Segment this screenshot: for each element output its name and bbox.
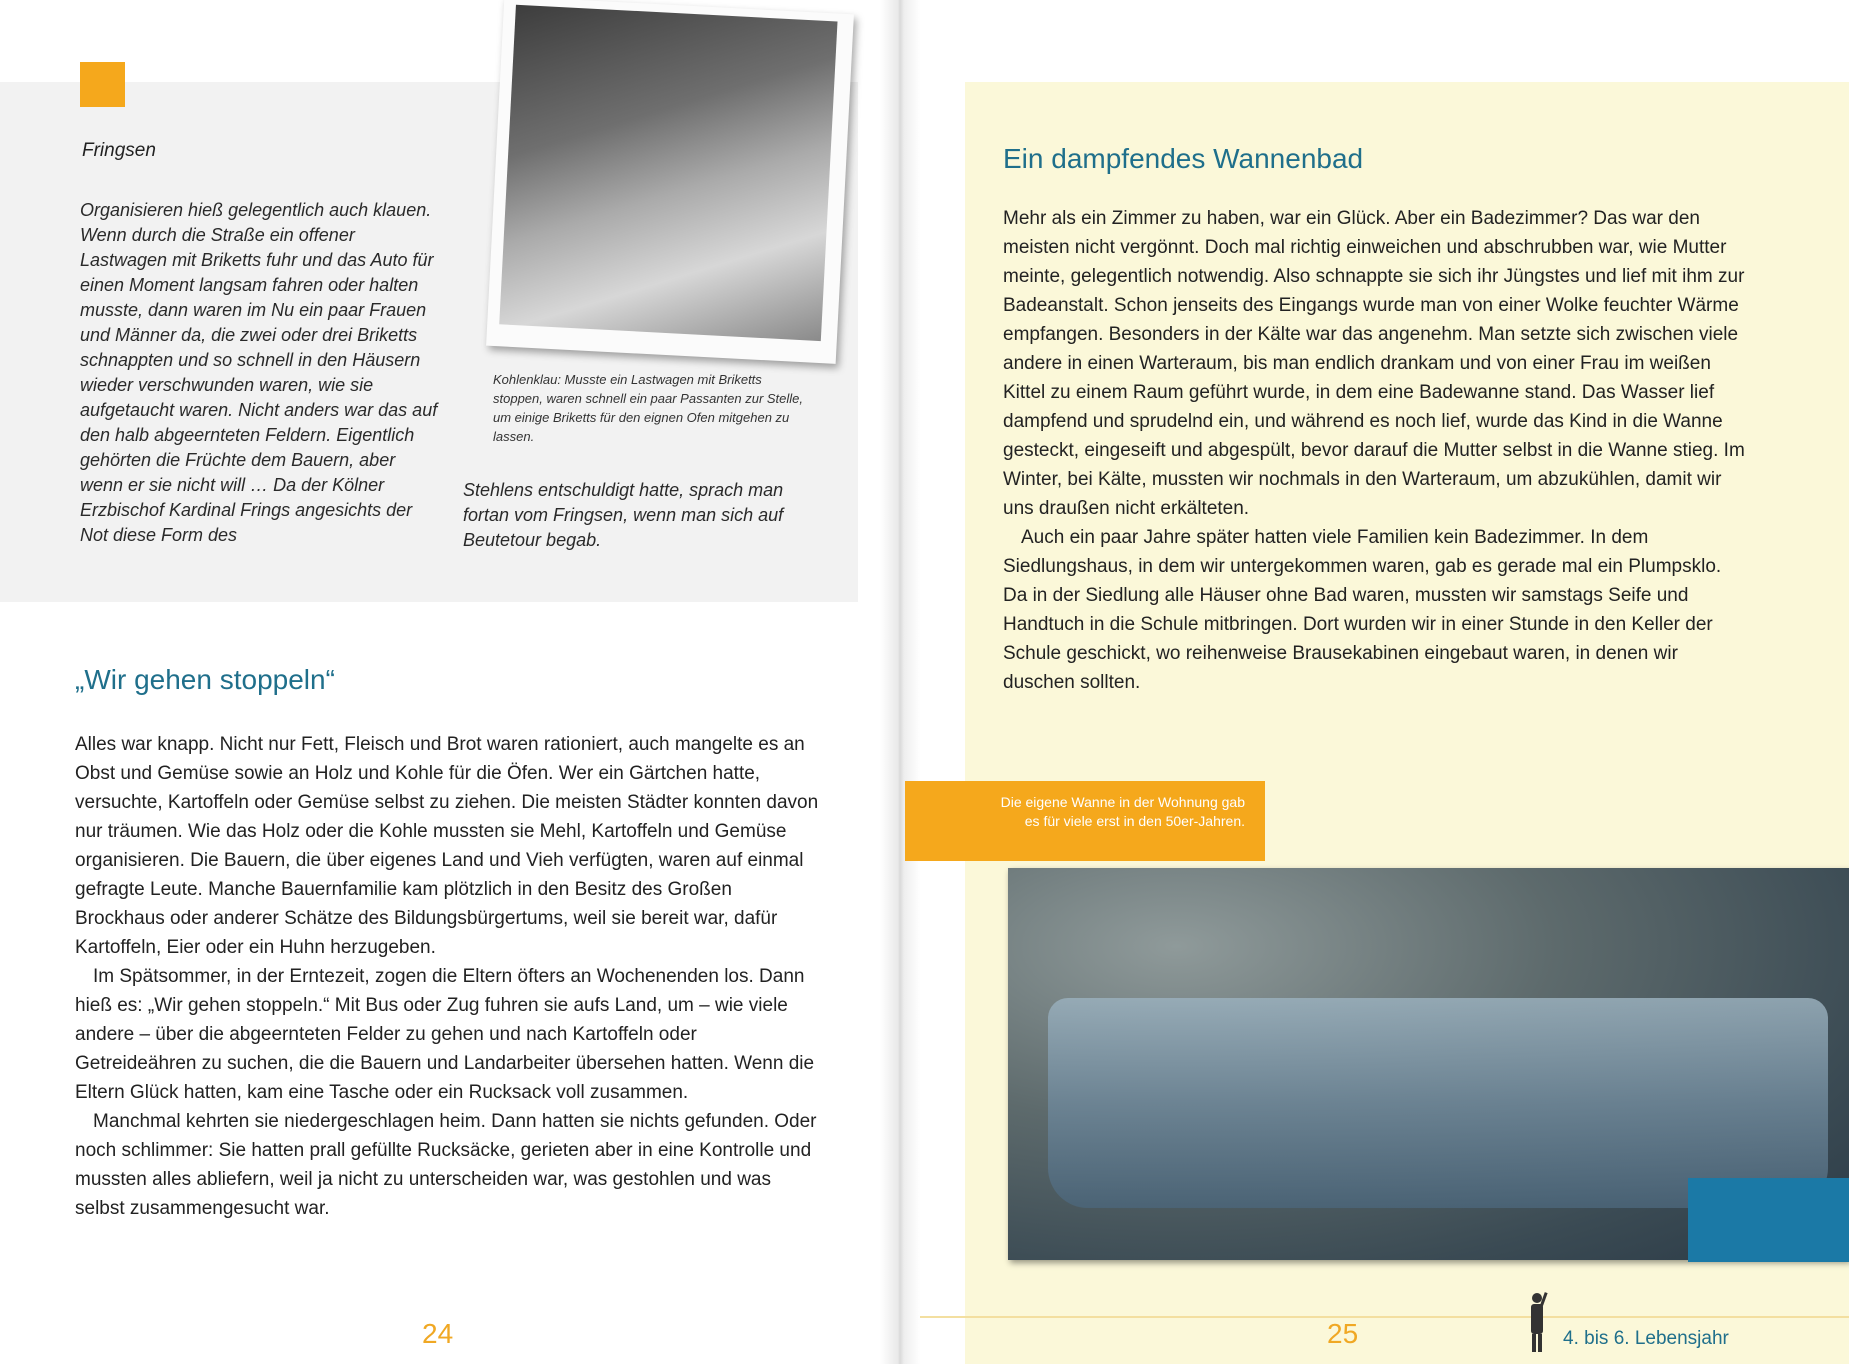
bath-caption-box [905, 781, 1265, 861]
page-number-left: 24 [422, 1318, 454, 1349]
orange-marker [80, 62, 125, 107]
right-paragraph: Auch ein paar Jahre später hatten viele Familien kein Badezimmer. In dem Siedlungshaus, in dem wir untergekommen waren, gab es gerade mal ein Plumpsklo. Da in der Siedlung alle Häuser ohne Bad waren, mussten wir samstags Seife und Handtuch in die Schule mitbringen. Dort wurden wir in einer Stunde in den Keller der Schule geschickt, wo reihenweise Brausekabinen eingebaut waren, in denen wir duschen sollten. [1003, 527, 1722, 693]
sidebar-text-column-1: Organisieren hieß gelegentlich auch klauen. Wenn durch die Straße ein offener Lastwagen mit Briketts fuhr und das Auto für einen Moment langsam fahren oder halten musste, dann waren im Nu ein paar Frauen und Männer da, die zwei oder drei Briketts schnappten und so schnell in den Häusern wieder verschwunden waren, wie sie aufgetaucht waren. Nicht anders war das auf den halb abgeernteten Feldern. Eigentlich gehörten die Früchte dem Bauern, aber wenn er sie nicht will … Da der Kölner Erzbischof Kardinal Frings angesichts der Not diese Form des [80, 200, 438, 545]
sidebar-text-column-2: Stehlens entschuldigt hatte, sprach man fortan vom Fringsen, wenn man sich auf Beutetour begab. [463, 480, 784, 550]
coal-photo-caption: Kohlenklau: Musste ein Lastwagen mit Briketts stoppen, waren schnell ein paar Passanten zur Stelle, um einige Briketts für den eignen Ofen mitgehen zu lassen. [493, 372, 804, 444]
left-page [0, 0, 900, 1364]
chapter-label: 4. bis 6. Lebensjahr [1563, 1328, 1729, 1349]
left-body-text [75, 730, 820, 1223]
coal-truck-photo [486, 0, 854, 364]
right-body-text [1003, 204, 1748, 697]
bathtub-shape [1048, 998, 1828, 1208]
blue-accent-block [1688, 1178, 1849, 1262]
left-section-heading: „Wir gehen stoppeln“ [75, 664, 335, 695]
bath-photo-caption: Die eigene Wanne in der Wohnung gab es für viele erst in den 50er-Jahren. [1000, 794, 1245, 829]
right-section-heading: Ein dampfendes Wannenbad [1003, 143, 1364, 174]
left-paragraph: Alles war knapp. Nicht nur Fett, Fleisch und Brot waren rationiert, auch mangelte es an Obst und Gemüse sowie an Holz und Kohle für die Öfen. Wer ein Gärtchen hatte, versuchte, Kartoffeln oder Gemüse selbst zu ziehen. Die meisten Städter konnten davon nur träumen. Wie das Holz oder die Kohle mussten sie Mehl, Kartoffeln und Gemüse organisieren. Die Bauern, die über eigenes Land und Vieh verfügten, waren auf einmal gefragte Leute. Manche Bauernfamilie kam plötzlich in den Besitz des Großen Brockhaus oder anderer Schätze des Bildungsbürgertums, weil sie bereit war, dafür Kartoffeln, Eier oder ein Huhn herzugeben. [75, 734, 819, 958]
sidebar-title: Fringsen [82, 140, 156, 161]
left-paragraph: Manchmal kehrten sie niedergeschlagen heim. Dann hatten sie nichts gefunden. Oder noch schlimmer: Sie hatten prall gefüllte Rucksäcke, gerieten aber in eine Kontrolle und mussten alles abliefern, weil ja nicht zu unterscheiden war, was gestohlen und was selbst zusammengesucht war. [75, 1111, 817, 1219]
standing-figure-icon [1525, 1290, 1549, 1354]
right-paragraph: Mehr als ein Zimmer zu haben, war ein Glück. Aber ein Badezimmer? Das war den meisten nicht vergönnt. Doch mal richtig einweichen und abschrubben war, wie Mutter meinte, gelegentlich notwendig. Also schnappte sie sich ihr Jüngstes und lief mit ihm zur Badeanstalt. Schon jenseits des Eingangs wurde man von einer Wolke feuchter Wärme empfangen. Besonders in der Kälte war das angenehm. Man setzte sich zwischen viele andere in einen Warteraum, bis man endlich drankam und von einer Frau im weißen Kittel zu einem Raum geführt wurde, in dem eine Badewanne stand. Das Wasser lief dampfend und sprudelnd ein, und während es noch lief, wurde das Kind in die Wanne gesteckt, eingeseift und abgespült, bevor darauf die Mutter selbst in die Wanne stieg. Im Winter, bei Kälte, mussten wir nochmals in den Warteraum, um abzukühlen, damit wir uns draußen nicht erkälteten. [1003, 208, 1745, 519]
footer-line [920, 1316, 1849, 1318]
left-paragraph: Im Spätsommer, in der Erntezeit, zogen die Eltern öfters an Wochenenden los. Dann hieß es: „Wir gehen stoppeln.“ Mit Bus oder Zug fuhren sie aufs Land, um – wie viele andere – über die abgeernteten Felder zu gehen und nach Kartoffeln oder Getreideähren zu suchen, die die Bauern und Landarbeiter übersehen hatten. Wenn die Eltern Glück hatten, kam eine Tasche oder ein Rucksack voll zusammen. [75, 966, 815, 1103]
book-gutter [880, 0, 920, 1364]
page-number-right: 25 [1327, 1318, 1359, 1349]
coal-truck-photo-image [499, 5, 837, 341]
